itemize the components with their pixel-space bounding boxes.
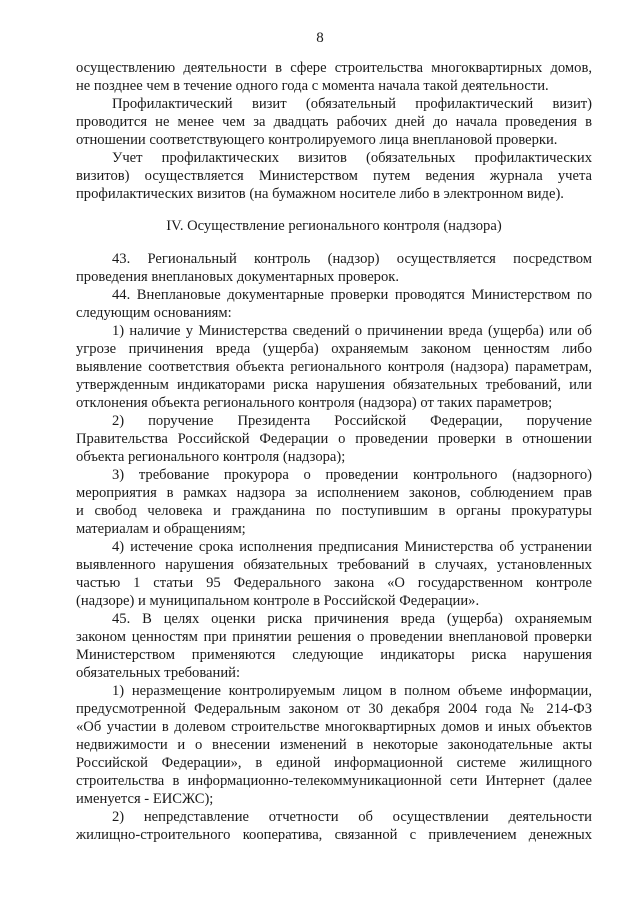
- text-line: 45. В целях оценки риска причинения вреда (ущерба) охраняемым: [112, 611, 592, 627]
- text-line: Профилактический визит (обязательный профилактический визит): [112, 96, 592, 112]
- text-line: законом ценностям при принятии решения о проведении внеплановой проверки: [76, 629, 592, 645]
- text-line: Правительства Российской Федерации о проведении проверки в отношении: [76, 431, 592, 447]
- text-line: отклонения объекта регионального контроля (надзора) от таких параметров;: [76, 395, 553, 411]
- page-number: 8: [316, 30, 324, 46]
- text-line: Российской Федерации», в единой информационной системе жилищного: [76, 755, 592, 771]
- text-line: 2) поручение Президента Российской Федерации, поручение: [112, 413, 592, 429]
- text-line: строительства в информационно-телекоммуникационной сети Интернет (далее: [76, 773, 592, 789]
- text-line: не позднее чем в течение одного года с момента начала такой деятельности.: [76, 78, 549, 94]
- text-line: 1) неразмещение контролируемым лицом в полном объеме информации,: [112, 683, 592, 699]
- text-line: жилищно-строительного кооператива, связанной с привлечением денежных: [76, 827, 592, 843]
- text-line: Министерством применяются следующие индикаторы риска нарушения: [76, 647, 592, 663]
- text-line: осуществлению деятельности в сфере строительства многоквартирных домов,: [76, 60, 592, 76]
- text-line: объекта регионального контроля (надзора);: [76, 449, 346, 465]
- text-line: 4) истечение срока исполнения предписания Министерства об устранении: [112, 539, 592, 555]
- text-line: обязательных требований:: [76, 665, 241, 681]
- text-line: 1) наличие у Министерства сведений о причинении вреда (ущерба) или об: [112, 323, 592, 339]
- section-heading: IV. Осуществление регионального контроля (надзора): [166, 218, 502, 234]
- text-line: утвержденным индикаторами риска нарушения обязательных требований, или: [76, 377, 592, 393]
- text-line: именуется - ЕИСЖС);: [76, 791, 214, 807]
- text-line: материалам и обращениям;: [76, 521, 246, 537]
- text-line: (надзоре) и муниципальном контроле в Российской Федерации».: [76, 593, 480, 609]
- text-line: 2) непредставление отчетности об осуществлении деятельности: [112, 809, 592, 825]
- text-line: 44. Внеплановые документарные проверки проводятся Министерством по: [112, 287, 592, 303]
- text-line: мероприятия в рамках надзора за исполнением законов, соблюдением прав: [76, 485, 592, 501]
- text-line: «Об участии в долевом строительстве многоквартирных домов и иных объектов: [76, 719, 592, 735]
- text-line: выявление соответствия объекта регионального контроля (надзора) параметрам,: [76, 359, 592, 375]
- text-line: профилактических визитов (на бумажном носителе либо в электронном виде).: [76, 186, 564, 202]
- text-line: проводится не менее чем за двадцать рабочих дней до начала проведения в: [76, 114, 592, 130]
- text-line: визитов) осуществляется Министерством путем ведения журнала учета: [76, 168, 592, 184]
- text-line: и свобод человека и гражданина по поступившим в органы прокуратуры: [76, 503, 592, 519]
- text-line: отношении соответствующего контролируемого лица внеплановой проверки.: [76, 132, 558, 148]
- text-line: угрозе причинения вреда (ущерба) охраняемым законом ценностям либо: [76, 341, 592, 357]
- text-line: 43. Региональный контроль (надзор) осуществляется посредством: [112, 251, 592, 267]
- text-line: предусмотренной Федеральным законом от 30 декабря 2004 года № 214-ФЗ: [76, 701, 592, 717]
- text-line: Учет профилактических визитов (обязательных профилактических: [112, 150, 592, 166]
- text-line: проведения внеплановых документарных проверок.: [76, 269, 400, 285]
- text-line: частью 1 статьи 95 Федерального закона «О государственном контроле: [76, 575, 592, 591]
- text-line: следующим основаниям:: [76, 305, 232, 321]
- text-line: недвижимости и о внесении изменений в некоторые законодательные акты: [76, 737, 592, 753]
- text-line: 3) требование прокурора о проведении контрольного (надзорного): [112, 467, 592, 483]
- text-line: выявленного нарушения обязательных требований в случаях, установленных: [76, 557, 592, 573]
